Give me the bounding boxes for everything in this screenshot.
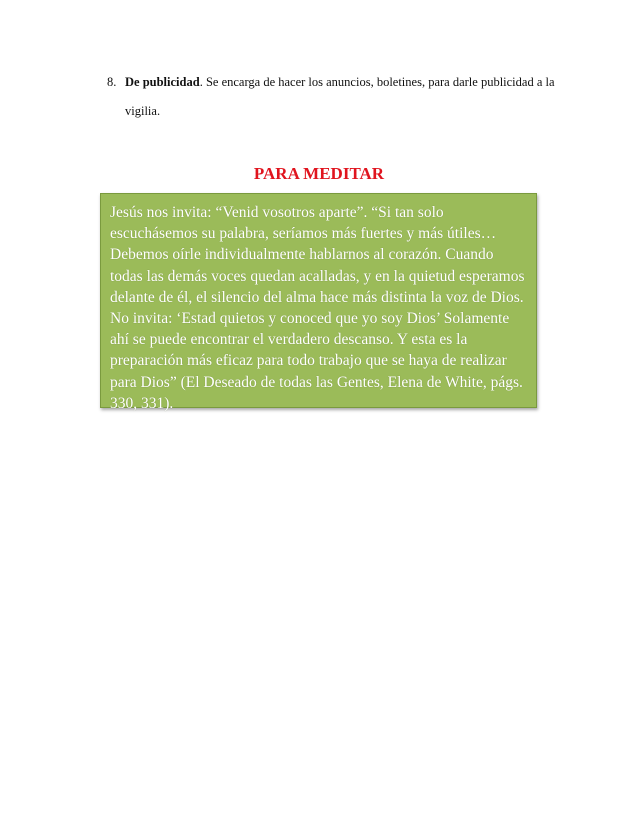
section-heading: PARA MEDITAR xyxy=(253,164,385,183)
list-item-text: . Se encarga de hacer los anuncios, boletines, para darle publicidad a la vigilia. xyxy=(125,75,555,118)
list-item-publicity xyxy=(107,68,577,126)
meditation-text: Jesús nos invita: “Venid vosotros aparte”. “Si tan solo escuchásemos su palabra, seríamos más fuertes y más útiles… Debemos oírle individualmente hablarnos al corazón. Cuando todas las demás voces quedan acalladas, y en la quietud esperamos delante de él, el silencio del alma hace más distinta la voz de Dios. No invita: ‘Estad quietos y conoced que yo soy Dios’ Solamente ahí se puede encontrar el verdadero descanso. Y esta es la preparación más eficaz para todo trabajo que se haya de realizar para Dios” (El Deseado de todas las Gentes, Elena de White, págs. 330, 331). xyxy=(110,204,525,412)
meditation-box xyxy=(100,193,537,412)
list-item-term: De publicidad xyxy=(125,75,200,89)
list-item-body xyxy=(107,68,577,126)
list-number: 8. xyxy=(107,75,117,89)
